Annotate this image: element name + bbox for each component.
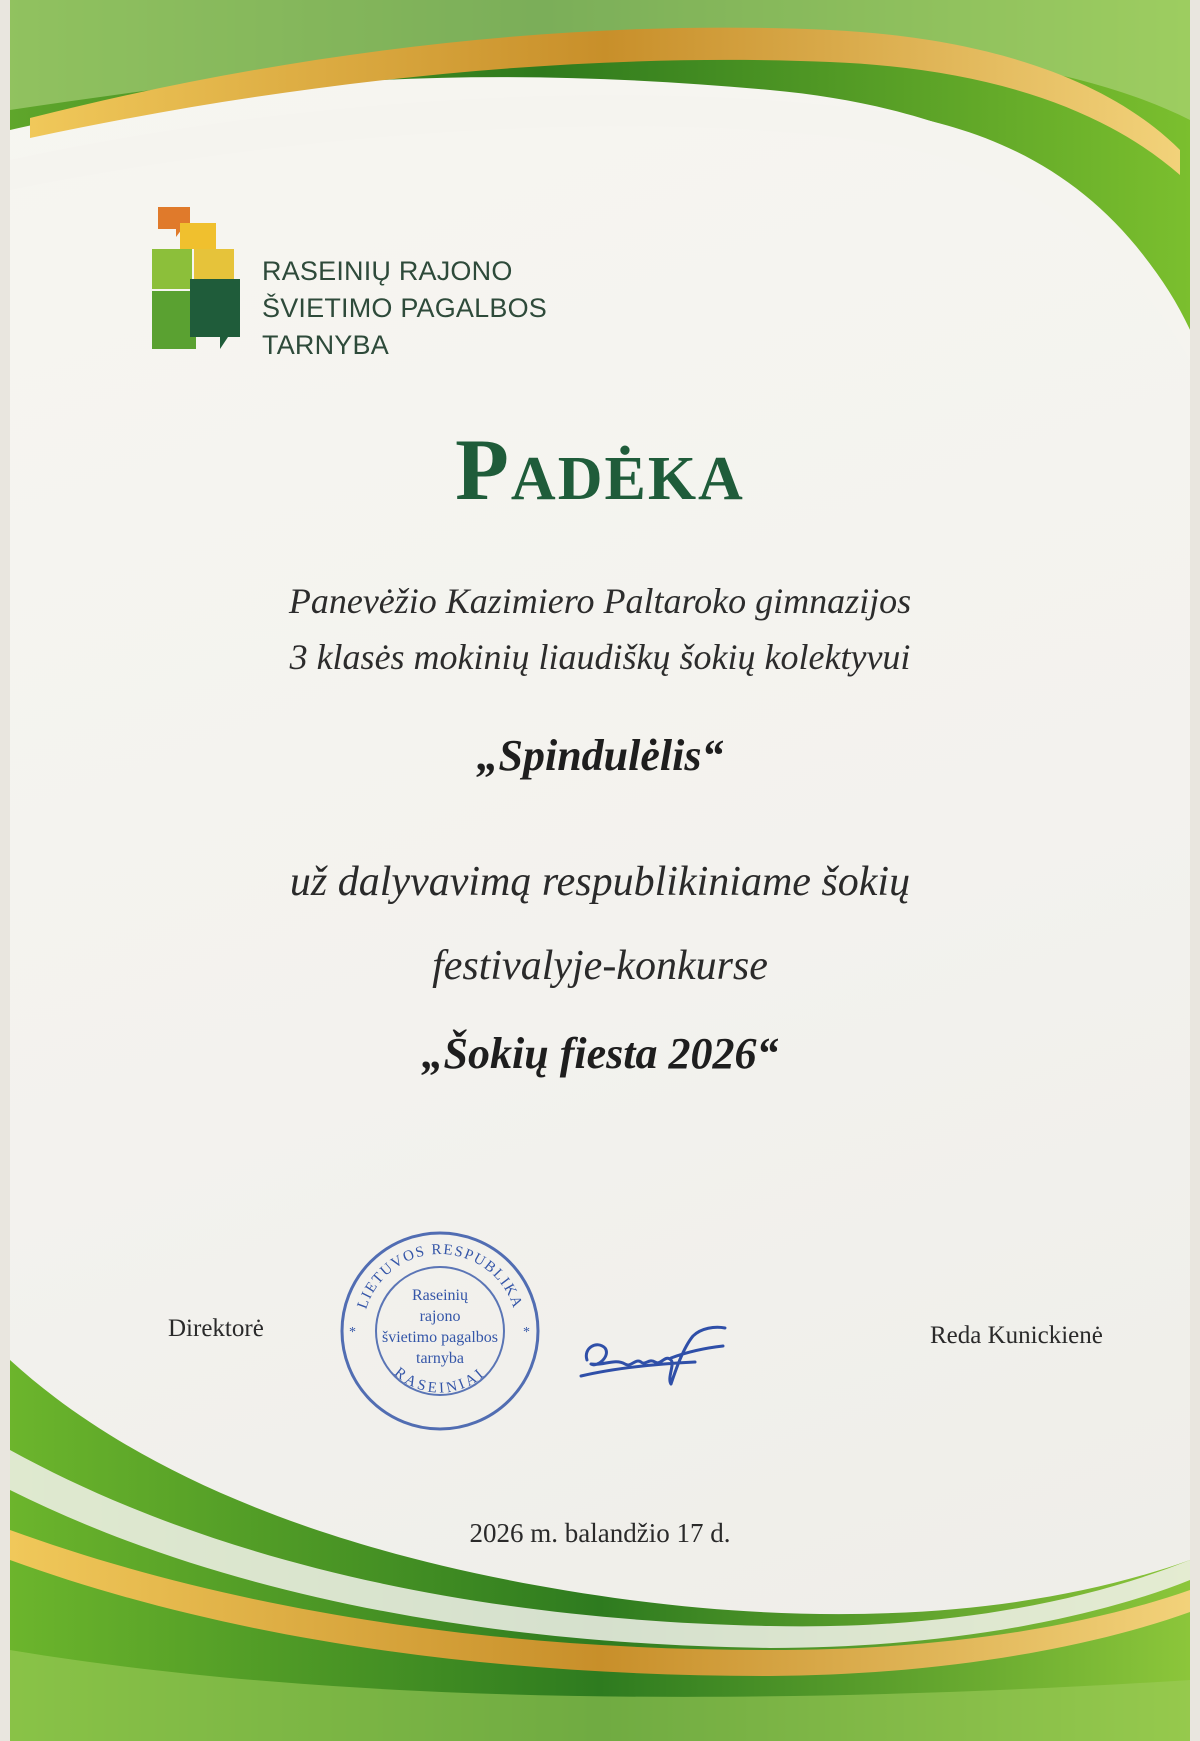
signatory-role: Direktorė — [168, 1315, 264, 1342]
reason-line-2: festivalyje-konkurse — [432, 943, 768, 989]
official-stamp — [335, 1228, 545, 1434]
recipient-line-1: Panevėžio Kazimiero Paltaroko gimnazijos — [288, 581, 912, 621]
stamp-star-left-icon: * — [349, 1325, 356, 1340]
issue-date: 2026 m. balandžio 17 d. — [469, 1518, 731, 1548]
certificate-sheet — [10, 0, 1190, 1741]
organization-logo — [150, 205, 570, 365]
group-name: „Spindulėlis“ — [476, 731, 724, 780]
organization-name — [262, 253, 547, 364]
stamp-ring-bottom: RASEINIAI — [391, 1364, 489, 1397]
stamp-center-line-3: švietimo pagalbos — [382, 1329, 498, 1346]
stamp-star-right-icon: * — [523, 1325, 530, 1340]
stamp-center-line-1: Raseinių — [412, 1287, 468, 1304]
logo-line-2: ŠVIETIMO PAGALBOS — [262, 293, 547, 323]
logo-line-1: RASEINIŲ RAJONO — [262, 256, 513, 286]
reason-line-1: už dalyvavimą respublikiniame šokių — [289, 859, 911, 905]
stamp-center-line-2: rajono — [419, 1308, 461, 1325]
logo-line-3: TARNYBA — [262, 330, 389, 360]
speech-bubbles-logo-icon — [150, 205, 250, 360]
recipient-line-2: 3 klasės mokinių liaudiškų šokių kolektyvui — [289, 637, 911, 677]
certificate-title: Padėka — [455, 422, 745, 519]
svg-text:RASEINIAI — [391, 1365, 489, 1397]
stamp-ring-top: LIETUVOS RESPUBLIKA — [354, 1241, 526, 1311]
signatory-name: Reda Kunickienė — [930, 1322, 1103, 1349]
event-name: „Šokių fiesta 2026“ — [421, 1029, 779, 1078]
stamp-center-line-4: tarnyba — [416, 1350, 464, 1367]
handwritten-signature — [575, 1318, 735, 1398]
